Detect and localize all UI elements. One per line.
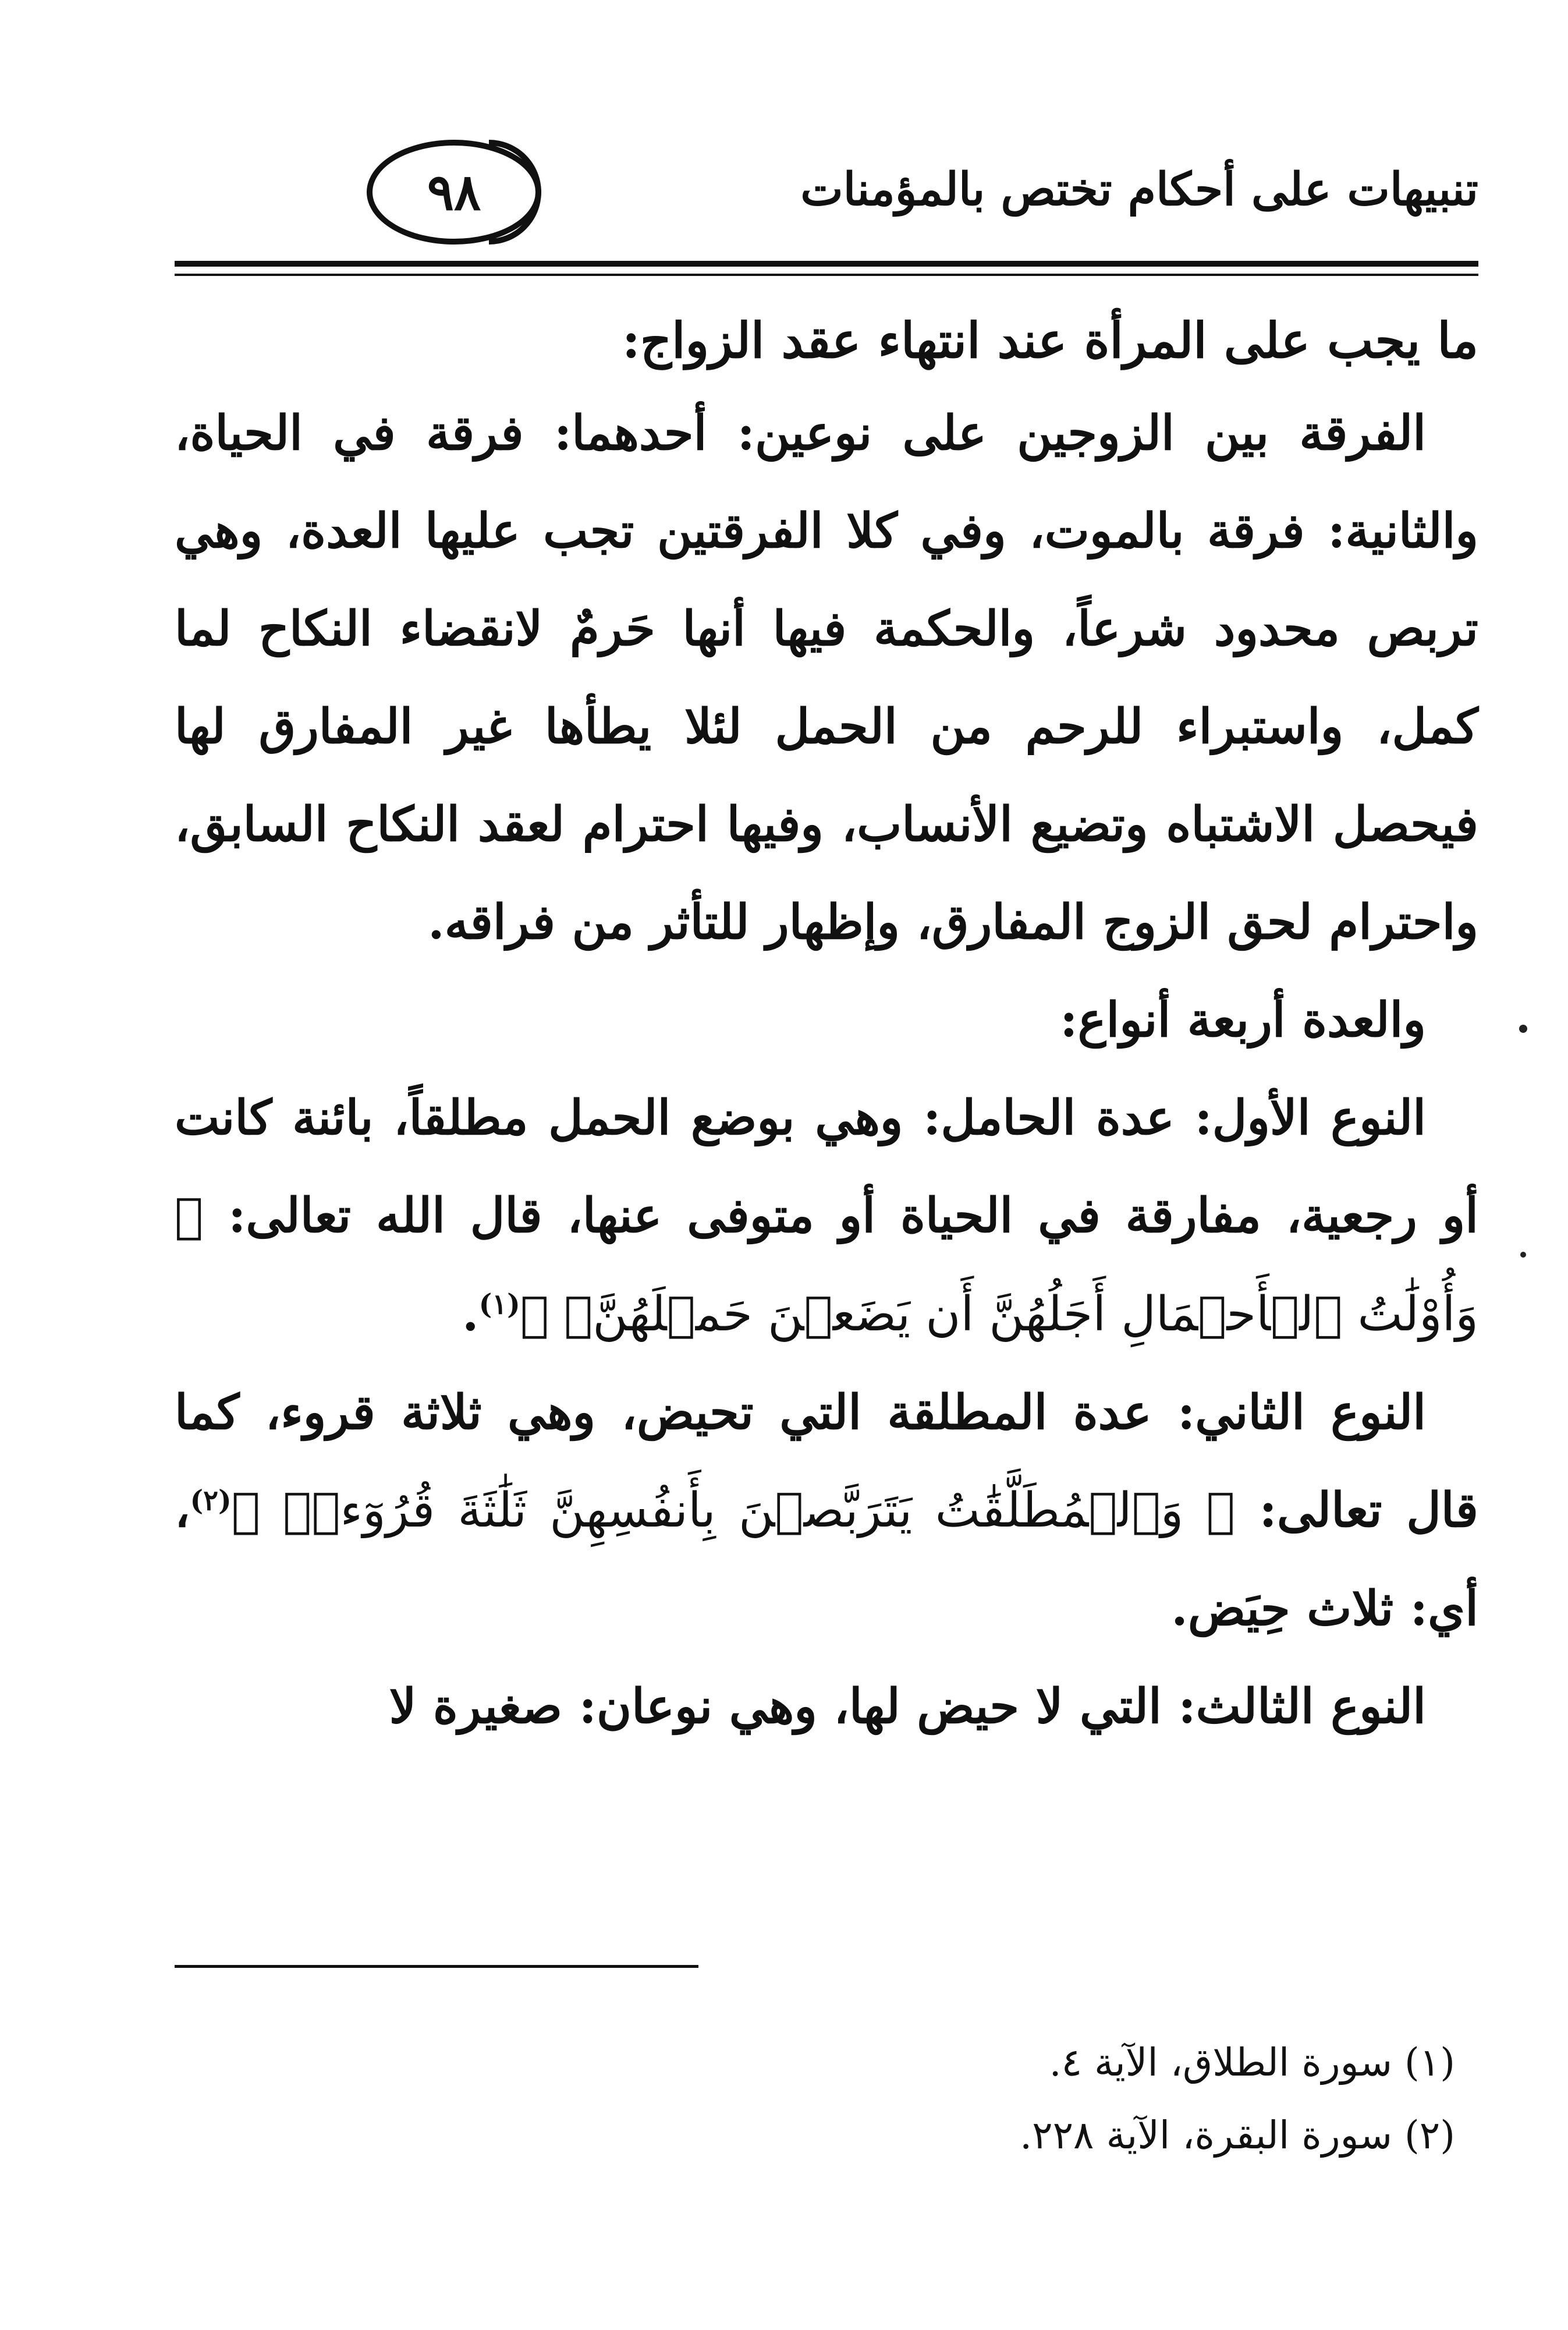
quran-verse-two: ﴿ وَٱلۡمُطَلَّقَٰتُ يَتَرَبَّصۡنَ بِأَنفُسِهِنَّ ثَلَٰثَةَ قُرُوٓءٖۚ ﴾ bbox=[231, 1483, 1235, 1538]
paragraph-type-three: النوع الثالث: التي لا حيض لها، وهي نوعان: صغيرة لا bbox=[389, 1679, 1426, 1734]
footnote-ref-one: (١) bbox=[478, 1288, 520, 1321]
page-header bbox=[175, 128, 1478, 274]
quran-verse-one: ﴿ وَأُوْلَٰتُ ٱلۡأَحۡمَالِ أَجَلُهُنَّ أَن يَضَعۡنَ حَمۡلَهُنَّۚ ﴾ bbox=[175, 1188, 1478, 1342]
footnote-separator bbox=[175, 1965, 698, 1968]
margin-speck bbox=[1519, 1025, 1527, 1033]
footnote-one: (١) سورة الطلاق، الآية ٤. bbox=[1049, 2040, 1455, 2085]
type-one-text: النوع الأول: عدة الحامل: وهي بوضع الحمل مطلقاً، بائنة كانت أو رجعية، مفارقة في الحياة أو متوفى عنها، قال الله تعالى: bbox=[175, 1090, 1478, 1244]
margin-speck bbox=[1520, 1252, 1526, 1258]
paragraph-type-one bbox=[175, 1069, 1478, 1364]
section-heading: ما يجب على المرأة عند انتهاء عقد الزواج: bbox=[622, 311, 1478, 369]
paragraph-separation-types: الفرقة بين الزوجين على نوعين: أحدهما: فرقة في الحياة، والثانية: فرقة بالموت، وفي كلا الفرقتين تجب عليها العدة، وهي تربص محدود شرعاً، والحكمة فيها أنها حَرمٌ لانقضاء النكاح لما كمل، واستبراء للرحم من الحمل لئلا يطأها غير المفارق لها فيحصل الاشتباه وتضيع الأنساب، وفيها احترام لعقد النكاح السابق، واحترام لحق الزوج المفارق، وإظهار للتأثر من فراقه. bbox=[175, 405, 1478, 950]
footnote-two: (٢) سورة البقرة، الآية ٢٢٨. bbox=[1020, 2113, 1455, 2158]
page-number: ٩٨ bbox=[367, 140, 541, 245]
type-two-end: ، أي: ثلاث حِيَض. bbox=[175, 1482, 1478, 1637]
footnotes bbox=[407, 2026, 1455, 2172]
header-rule-thick bbox=[175, 261, 1478, 267]
type-two-text: النوع الثاني: عدة المطلقة التي تحيض، وهي ثلاثة قروء، كما قال تعالى: bbox=[175, 1384, 1478, 1538]
footnote-ref-two: (٢) bbox=[190, 1484, 232, 1517]
running-title: تنبيهات على أحكام تختص بالمؤمنات bbox=[800, 163, 1478, 216]
paragraph-iddah-types: والعدة أربعة أنواع: bbox=[1060, 992, 1426, 1048]
book-page bbox=[175, 128, 1478, 2282]
main-text bbox=[175, 297, 1478, 1755]
type-one-end: . bbox=[462, 1286, 479, 1342]
paragraph-type-two bbox=[175, 1364, 1478, 1658]
header-rule-thin bbox=[175, 274, 1478, 276]
